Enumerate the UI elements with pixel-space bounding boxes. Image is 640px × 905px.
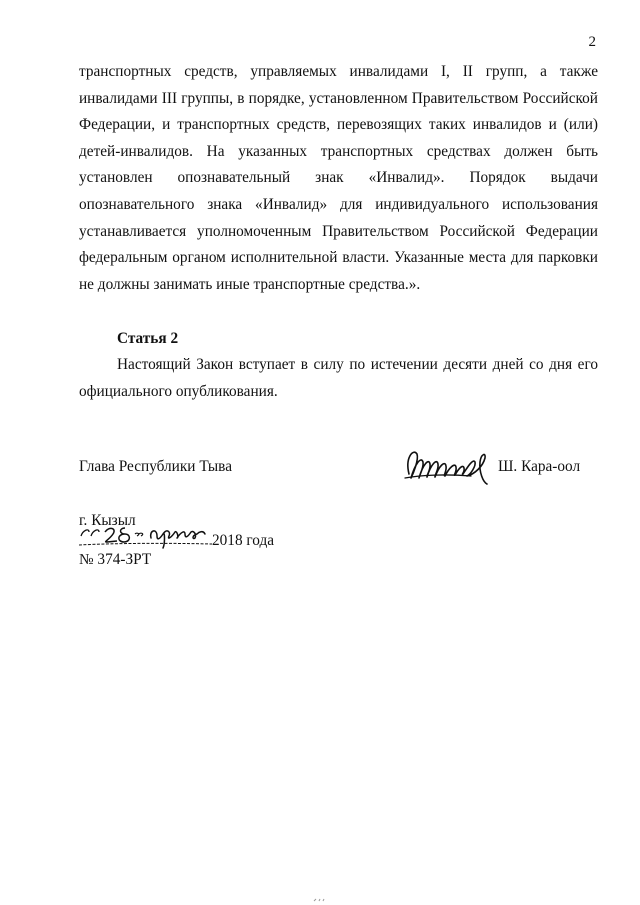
page-number: 2 bbox=[588, 34, 596, 50]
text-line: инвалидами III группы, в порядке, установленном Правительством Российской bbox=[79, 89, 598, 107]
signing-date bbox=[79, 530, 274, 550]
text-line: установлен опознавательный знак «Инвалид». Порядок выдачи bbox=[79, 169, 598, 187]
place-date-block bbox=[79, 511, 274, 569]
text-line: детей-инвалидов. На указанных транспортных средствах должен быть bbox=[79, 142, 598, 160]
article-heading: Статья 2 bbox=[117, 330, 179, 347]
article-2-text bbox=[79, 352, 598, 405]
signing-year: 2018 года bbox=[212, 532, 275, 549]
text-line: устанавливается уполномоченным Правительством Российской Федерации bbox=[79, 222, 598, 240]
handwritten-date bbox=[79, 530, 212, 548]
text-line: транспортных средств, управляемых инвалидами I, II групп, а также bbox=[79, 63, 598, 80]
law-number: № 374-ЗРТ bbox=[79, 551, 152, 568]
handwritten-date-image bbox=[79, 522, 212, 552]
place-of-signing: г. Кызыл bbox=[79, 512, 136, 529]
text-line-last: официального опубликования. bbox=[79, 382, 278, 400]
text-line-last: не должны занимать иные транспортные средства.». bbox=[79, 275, 421, 293]
scan-artifact-mark bbox=[300, 897, 340, 903]
signatory-name: Ш. Кара-оол bbox=[498, 458, 581, 475]
text-line: федеральным органом исполнительной власти. Указанные места для парковки bbox=[79, 249, 598, 267]
text-line: опознавательного знака «Инвалид» для индивидуального использования bbox=[79, 195, 598, 213]
handwritten-signature bbox=[401, 444, 496, 490]
signatory-position: Глава Республики Тыва bbox=[79, 458, 232, 475]
text-line: Федерации, и транспортных средств, перевозящих таких инвалидов и (или) bbox=[79, 116, 598, 134]
paragraph-continuation bbox=[79, 59, 598, 298]
text-line: Настоящий Закон вступает в силу по истечении десяти дней со дня его bbox=[117, 356, 598, 373]
signature-block bbox=[79, 452, 598, 492]
